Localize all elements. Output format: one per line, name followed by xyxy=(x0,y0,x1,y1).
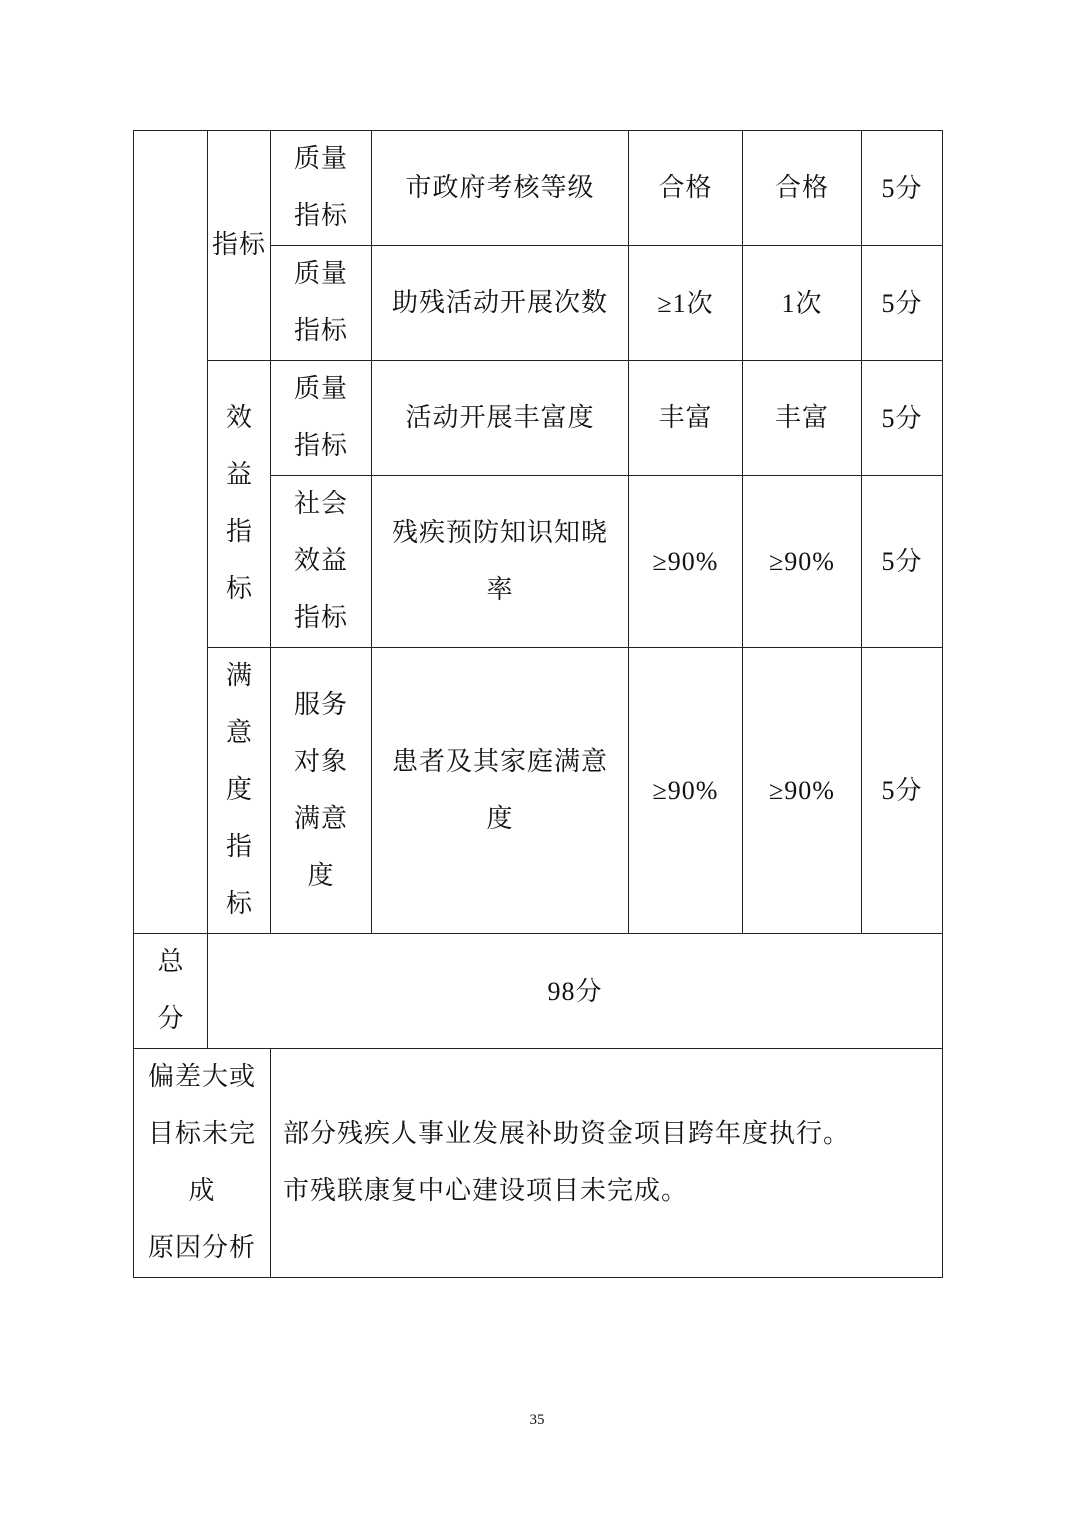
indicator-label: 患者及其家庭满意度 xyxy=(391,746,608,834)
actual-cell: ≥90% xyxy=(743,648,862,934)
table-row xyxy=(134,1049,943,1278)
deviation-label-line: 原因分析 xyxy=(147,1233,256,1263)
deviation-label-line: 偏差大或 xyxy=(147,1062,256,1092)
target-cell: ≥90% xyxy=(629,476,743,648)
deviation-label-cell xyxy=(134,1049,271,1278)
page-number: 35 xyxy=(529,1412,545,1428)
deviation-text-line: 部分残疾人事业发展补助资金项目跨年度执行。 xyxy=(283,1119,851,1149)
actual-cell: 1次 xyxy=(743,246,862,361)
level2-cell xyxy=(208,131,271,361)
score-cell: 5分 xyxy=(862,246,943,361)
target-cell: ≥90% xyxy=(629,648,743,934)
actual-cell: ≥90% xyxy=(743,476,862,648)
indicator-cell xyxy=(372,648,629,934)
score-cell: 5分 xyxy=(862,131,943,246)
target-cell: 丰富 xyxy=(629,361,743,476)
actual-cell: 丰富 xyxy=(743,361,862,476)
level2-label: 效益指标 xyxy=(226,403,254,604)
table-row xyxy=(134,131,943,246)
total-value: 98分 xyxy=(208,934,943,1049)
deviation-label-line: 成 xyxy=(188,1176,216,1206)
table-row xyxy=(134,361,943,476)
performance-table xyxy=(133,130,943,1278)
level3-label: 社会效益指标 xyxy=(293,489,348,633)
indicator-cell: 活动开展丰富度 xyxy=(372,361,629,476)
actual-cell: 合格 xyxy=(743,131,862,246)
level2-cell xyxy=(208,648,271,934)
table-row xyxy=(134,934,943,1049)
level3-label: 质量指标 xyxy=(293,144,348,231)
level3-cell xyxy=(271,476,372,648)
indicator-cell xyxy=(372,476,629,648)
level3-cell xyxy=(271,648,372,934)
level3-cell xyxy=(271,246,372,361)
deviation-text-cell xyxy=(271,1049,943,1278)
target-cell: ≥1次 xyxy=(629,246,743,361)
level1-cell xyxy=(134,131,208,934)
level2-label: 指标 xyxy=(211,230,266,260)
score-cell: 5分 xyxy=(862,476,943,648)
level3-cell xyxy=(271,131,372,246)
deviation-text-line: 市残联康复中心建设项目未完成。 xyxy=(283,1176,689,1206)
indicator-cell: 市政府考核等级 xyxy=(372,131,629,246)
total-label-cell xyxy=(134,934,208,1049)
table-row xyxy=(134,648,943,934)
indicator-label: 残疾预防知识知晓率 xyxy=(391,517,608,605)
level2-cell xyxy=(208,361,271,648)
level3-label: 质量指标 xyxy=(293,259,348,346)
level2-label: 满意度指标 xyxy=(226,661,254,919)
level3-label: 服务对象满意度 xyxy=(293,689,348,891)
total-label: 总分 xyxy=(157,947,185,1034)
indicator-cell: 助残活动开展次数 xyxy=(372,246,629,361)
score-cell: 5分 xyxy=(862,648,943,934)
target-cell: 合格 xyxy=(629,131,743,246)
deviation-label-line: 目标未完 xyxy=(147,1119,256,1149)
level3-label: 质量指标 xyxy=(293,374,348,461)
level3-cell xyxy=(271,361,372,476)
score-cell: 5分 xyxy=(862,361,943,476)
